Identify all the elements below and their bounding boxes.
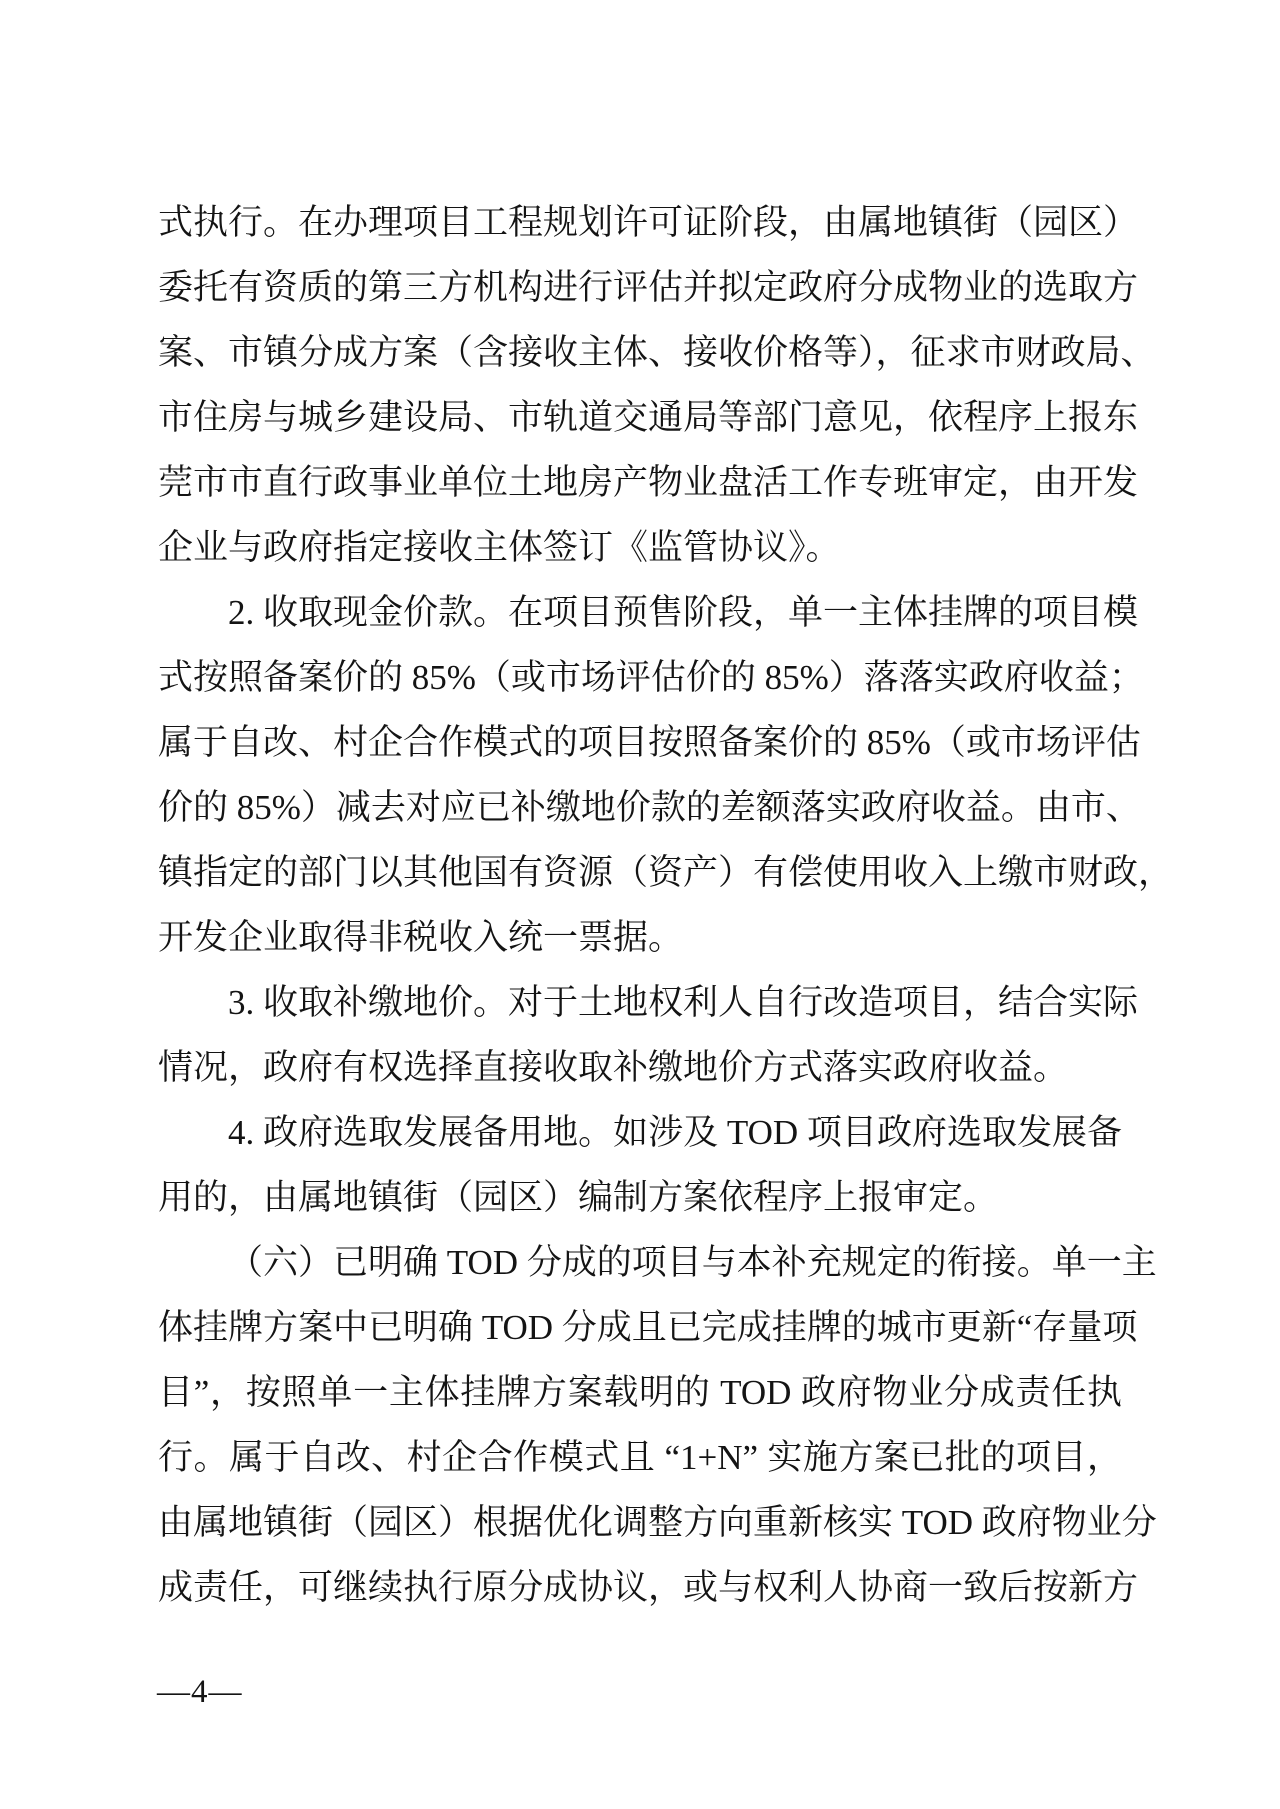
text-line: 行。属于自改、村企合作模式且 “1+N” 实施方案已批的项目，: [158, 1438, 1122, 1477]
text-line: 式按照备案价的 85%（或市场评估价的 85%）落落实政府收益；: [158, 658, 1144, 697]
page-number: —4—: [157, 1674, 243, 1710]
text-line: 情况，政府有权选择直接收取补缴地价方式落实政府收益。: [158, 1048, 1069, 1087]
text-line: 体挂牌方案中已明确 TOD 分成且已完成挂牌的城市更新“存量项: [158, 1308, 1138, 1347]
text-line: 莞市市直行政事业单位土地房产物业盘活工作专班审定，由开发: [158, 463, 1139, 502]
text-line: 镇指定的部门以其他国有资源（资产）有偿使用收入上缴市财政，: [158, 853, 1174, 892]
text-line: 成责任，可继续执行原分成协议，或与权利人协商一致后按新方: [158, 1568, 1139, 1607]
text-line: 由属地镇街（园区）根据优化调整方向重新核实 TOD 政府物业分: [158, 1503, 1157, 1542]
text-line: 开发企业取得非税收入统一票据。: [158, 918, 684, 957]
text-line: 用的，由属地镇街（园区）编制方案依程序上报审定。: [158, 1178, 999, 1217]
text-line: （六）已明确 TOD 分成的项目与本补充规定的衔接。单一主: [228, 1243, 1157, 1282]
text-line: 4. 政府选取发展备用地。如涉及 TOD 项目政府选取发展备: [228, 1113, 1122, 1152]
text-line: 委托有资质的第三方机构进行评估并拟定政府分成物业的选取方: [158, 268, 1139, 307]
text-line: 企业与政府指定接收主体签订《监管协议》。: [158, 528, 841, 567]
text-line: 案、市镇分成方案（含接收主体、接收价格等），征求市财政局、: [158, 333, 1156, 372]
text-line: 价的 85%）减去对应已补缴地价款的差额落实政府收益。由市、: [158, 788, 1141, 827]
text-line: 属于自改、村企合作模式的项目按照备案价的 85%（或市场评估: [158, 723, 1141, 762]
text-line: 2. 收取现金价款。在项目预售阶段，单一主体挂牌的项目模: [228, 593, 1139, 632]
text-line: 目”，按照单一主体挂牌方案载明的 TOD 政府物业分成责任执: [158, 1373, 1122, 1412]
document-body: [158, 190, 1174, 1620]
text-line: 式执行。在办理项目工程规划许可证阶段，由属地镇街（园区）: [158, 203, 1139, 242]
text-line: 3. 收取补缴地价。对于土地权利人自行改造项目，结合实际: [228, 983, 1139, 1022]
text-line: 市住房与城乡建设局、市轨道交通局等部门意见，依程序上报东: [158, 398, 1139, 437]
